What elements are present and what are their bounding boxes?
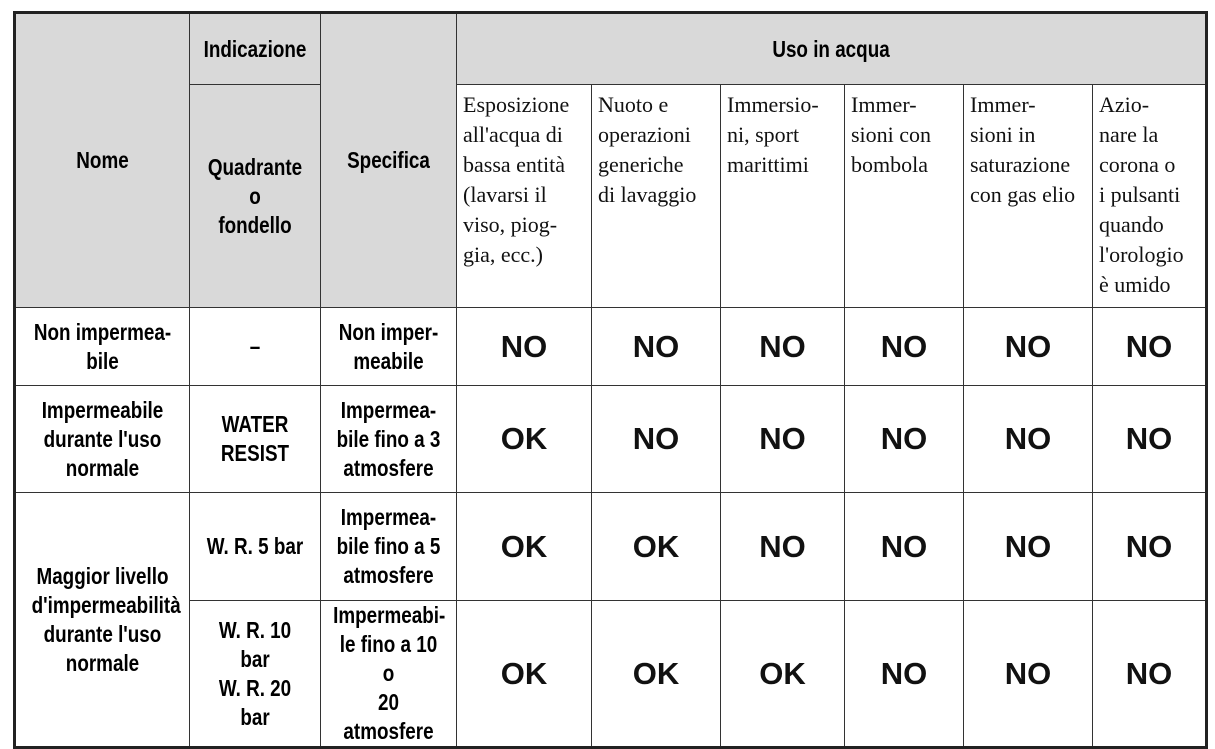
row-value: NO — [721, 386, 845, 493]
table-row — [15, 308, 1207, 386]
row-value: OK — [457, 386, 592, 493]
row-value: NO — [457, 308, 592, 386]
row-name: Impermeabile durante l'uso normale — [15, 386, 190, 493]
row-value: NO — [964, 308, 1093, 386]
row-spec: Impermea- bile fino a 3 atmosfere — [321, 386, 457, 493]
row-value: NO — [1093, 601, 1207, 748]
row-value: NO — [964, 386, 1093, 493]
row-dial: – — [190, 308, 321, 386]
header-indication: Indicazione — [190, 13, 321, 85]
row-value: NO — [964, 493, 1093, 601]
row-dial: W. R. 5 bar — [190, 493, 321, 601]
row-value: OK — [457, 493, 592, 601]
header-water-use: Uso in acqua — [457, 13, 1207, 85]
header-dial: Quadrante o fondello — [190, 85, 321, 308]
row-name: Maggior livello d'impermeabilità durante l'uso normale — [15, 493, 190, 748]
row-value: NO — [964, 601, 1093, 748]
row-name: Non impermea- bile — [15, 308, 190, 386]
row-value: NO — [1093, 386, 1207, 493]
row-value: NO — [721, 308, 845, 386]
table-row — [15, 601, 1207, 748]
row-spec: Non imper- meabile — [321, 308, 457, 386]
row-value: NO — [721, 493, 845, 601]
row-value: OK — [721, 601, 845, 748]
row-value: OK — [457, 601, 592, 748]
row-value: NO — [845, 601, 964, 748]
header-use-saturation-diving: Immer- sioni in saturazione con gas elio — [964, 85, 1093, 308]
row-value: NO — [592, 386, 721, 493]
header-name: Nome — [15, 13, 190, 308]
header-use-swimming: Nuoto e operazioni generiche di lavaggio — [592, 85, 721, 308]
row-dial: W. R. 10 bar W. R. 20 bar — [190, 601, 321, 748]
header-use-wet-crown: Azio- nare la corona o i pulsanti quando l'orologio è umido — [1093, 85, 1207, 308]
row-value: NO — [845, 386, 964, 493]
row-value: OK — [592, 493, 721, 601]
row-spec: Impermeabi- le fino a 10 o 20 atmosfere — [321, 601, 457, 748]
row-value: OK — [592, 601, 721, 748]
table-row — [15, 493, 1207, 601]
row-value: NO — [845, 308, 964, 386]
row-value: NO — [1093, 308, 1207, 386]
table-row — [15, 386, 1207, 493]
row-value: NO — [845, 493, 964, 601]
row-value: NO — [592, 308, 721, 386]
row-spec: Impermea- bile fino a 5 atmosfere — [321, 493, 457, 601]
header-use-scuba-diving: Immer- sioni con bombola — [845, 85, 964, 308]
header-use-skin-diving: Immersio- ni, sport marittimi — [721, 85, 845, 308]
water-resistance-table — [13, 11, 1208, 749]
header-spec: Specifica — [321, 13, 457, 308]
row-dial: WATER RESIST — [190, 386, 321, 493]
row-value: NO — [1093, 493, 1207, 601]
header-use-splash: Esposizione all'acqua di bassa entità (lavarsi il viso, piog- gia, ecc.) — [457, 85, 592, 308]
